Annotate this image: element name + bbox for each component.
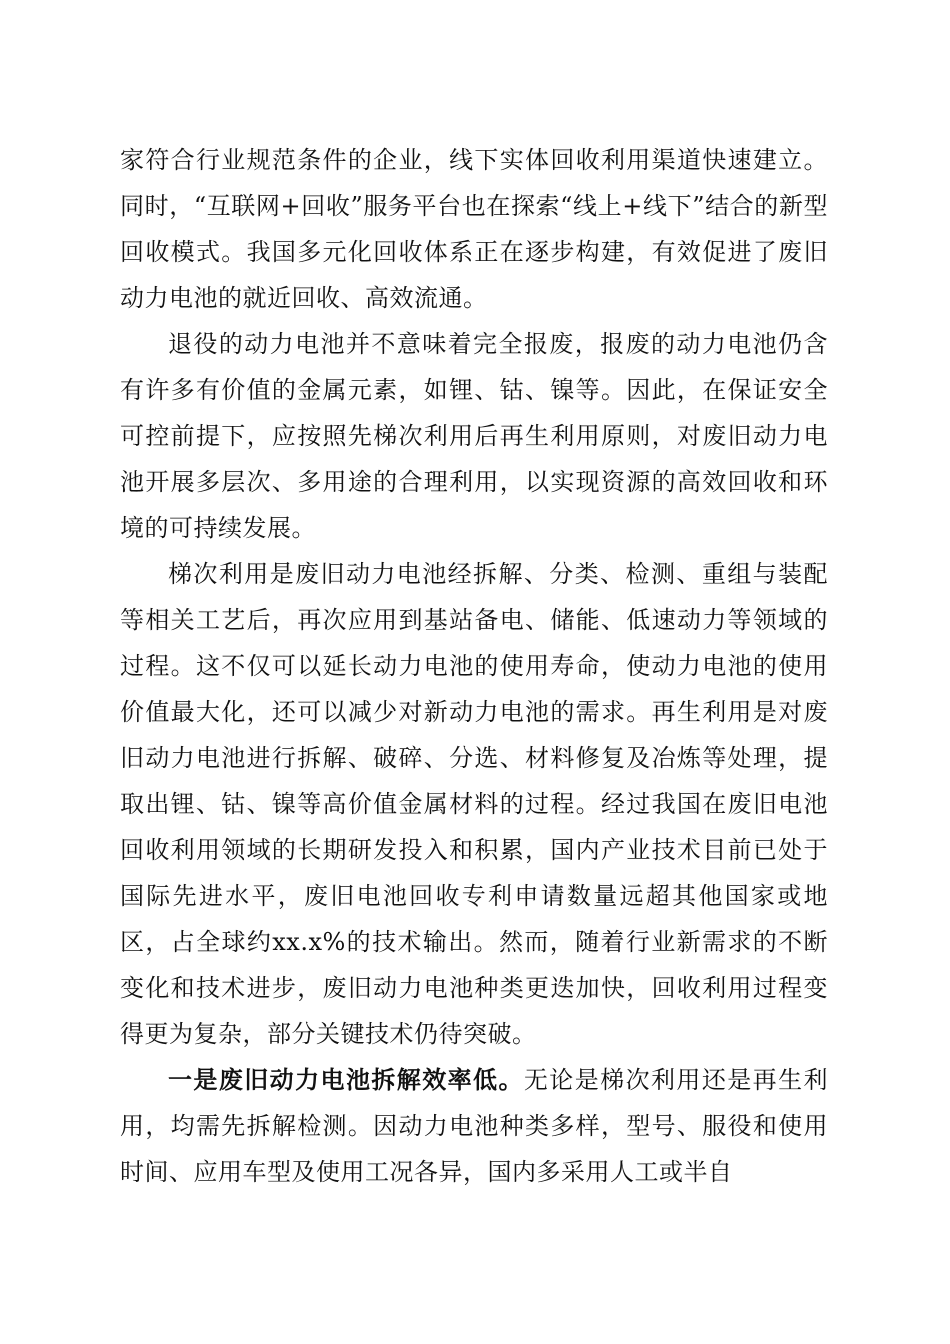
document-page xyxy=(120,137,828,1195)
paragraph-4-lead: 一是废旧动力电池拆解效率低。 xyxy=(168,1065,524,1094)
paragraph-3: 梯次利用是废旧动力电池经拆解、分类、检测、重组与装配等相关工艺后，再次应用到基站备电、储能、低速动力等领域的过程。这不仅可以延长动力电池的使用寿命，使动力电池的使用价值最大化，还可以减少对新动力电池的需求。再生利用是对废旧动力电池进行拆解、破碎、分选、材料修复及冶炼等处理，提取出锂、钴、镍等高价值金属材料的过程。经过我国在废旧电池回收利用领域的长期研发投入和积累，国内产业技术目前已处于国际先进水平，废旧电池回收专利申请数量远超其他国家或地区，占全球约xx.x%的技术输出。然而，随着行业新需求的不断变化和技术进步，废旧动力电池种类更迭加快，回收利用过程变得更为复杂，部分关键技术仍待突破。 xyxy=(120,560,828,1048)
paragraph-4 xyxy=(120,1057,828,1195)
paragraph-2: 退役的动力电池并不意味着完全报废，报废的动力电池仍含有许多有价值的金属元素，如锂、钴、镍等。因此，在保证安全可控前提下，应按照先梯次利用后再生利用原则，对废旧动力电池开展多层次、多用途的合理利用，以实现资源的高效回收和环境的可持续发展。 xyxy=(120,330,828,542)
paragraph-4-body: 无论是梯次利用还是再生利用，均需先拆解检测。因动力电池种类多样，型号、服役和使用时间、应用车型及使用工况各异，国内多采用人工或半自 xyxy=(120,1066,829,1186)
paragraph-1: 家符合行业规范条件的企业，线下实体回收利用渠道快速建立。同时，“互联网+回收”服务平台也在探索“线上+线下”结合的新型回收模式。我国多元化回收体系正在逐步构建，有效促进了废旧动力电池的就近回收、高效流通。 xyxy=(120,146,828,312)
